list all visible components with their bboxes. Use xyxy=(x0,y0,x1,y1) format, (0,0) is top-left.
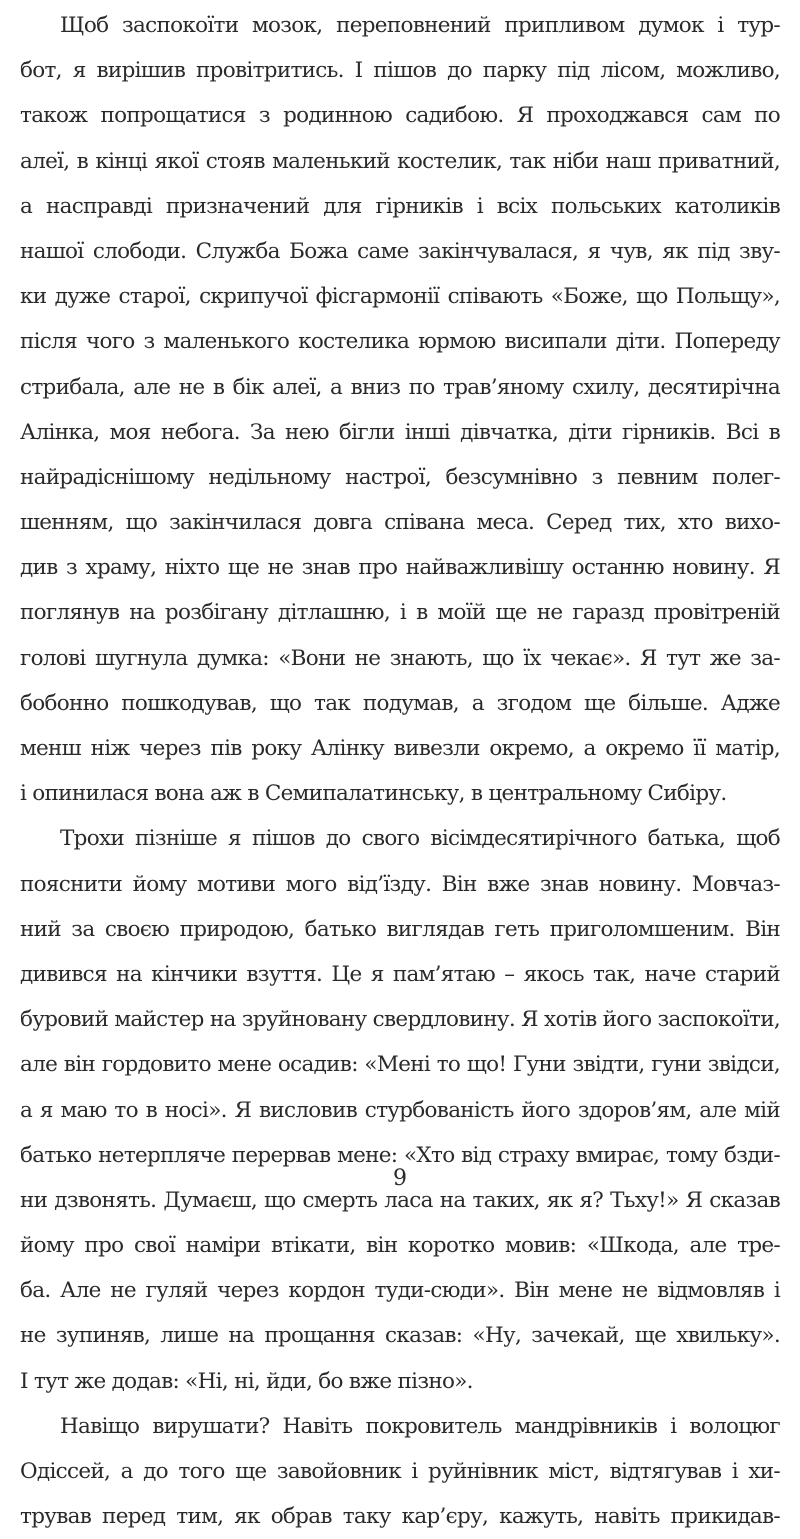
text-line: а я маю то в носі». Я висловив стурбованість його здоров’ям, але мій xyxy=(20,1097,780,1123)
text-line: не зупиняв, лише на прощання сказав: «Ну, зачекай, ще хвильку». xyxy=(20,1323,780,1349)
paragraph-1 xyxy=(20,3,780,816)
text-line: поглянув на розбігану дітлашню, і в моїй ще не гаразд провітреній xyxy=(20,600,780,626)
text-line: Щоб заспокоїти мозок, переповнений припливом думок і тур- xyxy=(60,13,780,38)
text-line: нашої слободи. Служба Божа саме закінчувалася, я чув, як під зву- xyxy=(20,238,780,264)
text-line: також попрощатися з родинною садибою. Я проходжався сам по xyxy=(20,103,780,129)
text-line: дивився на кінчики взуття. Це я пам’ятаю – якось так, наче старий xyxy=(20,961,780,987)
text-line: шенням, що закінчилася довга співана меса. Серед тих, хто вихо- xyxy=(20,510,780,536)
text-line: бот, я вирішив провітритись. І пішов до парку під лісом, можливо, xyxy=(20,58,780,84)
text-line: Одіссей, а до того ще завойовник і руйнівник міст, відтягував і хи- xyxy=(20,1459,780,1484)
book-page xyxy=(20,0,780,1530)
text-line: йому про свої наміри втікати, він коротко мовив: «Шкода, але тре- xyxy=(20,1233,780,1259)
text-line: після чого з маленького костелика юрмою висипали діти. Попереду xyxy=(20,329,780,355)
text-line: голові шугнула думка: «Вони не знають, що їх чекає». Я тут же за- xyxy=(20,645,780,671)
text-line: буровий майстер на зруйновану свердловину. Я хотів його заспокоїти, xyxy=(20,1007,780,1033)
text-line: І тут же додав: «Ні, ні, йди, бо вже пізно». xyxy=(20,1368,473,1394)
text-line: ба. Але не гуляй через кордон туди-сюди». Він мене не відмовляв і xyxy=(20,1278,780,1304)
text-line: бобонно пошкодував, що так подумав, а згодом ще більше. Адже xyxy=(20,690,780,716)
text-line: найрадіснішому недільному настрої, безсумнівно з певним полег- xyxy=(20,464,780,490)
paragraph-2 xyxy=(20,816,780,1403)
text-line: і опинилася вона аж в Семипалатинську, в центральному Сибіру. xyxy=(20,781,727,807)
text-line: Трохи пізніше я пішов до свого вісімдесятирічного батька, щоб xyxy=(60,826,780,852)
text-line: але він гордовито мене осадив: «Мені то що! Гуни звідти, гуни звідси, xyxy=(20,1052,780,1078)
text-line: Алінка, моя небога. За нею бігли інші дівчатка, діти гірників. Всі в xyxy=(20,419,780,445)
page-number: 9 xyxy=(393,1166,407,1191)
text-line: ки дуже старої, скрипучої фісгармонії співають «Боже, що Польщу», xyxy=(20,284,780,310)
paragraph-3 xyxy=(20,1404,780,1539)
text-line: Навіщо вирушати? Навіть покровитель мандрівників і волоцюг xyxy=(60,1413,780,1439)
text-line: ни дзвонять. Думаєш, що смерть ласа на таких, як я? Тьху!» Я сказав xyxy=(20,1187,780,1213)
text-line: пояснити йому мотиви мого від’їзду. Він вже знав новину. Мовчаз- xyxy=(20,871,780,897)
text-line: а насправді призначений для гірників і всіх польських католиків xyxy=(20,193,780,219)
text-line: менш ніж через пів року Алінку вивезли окремо, а окремо її матір, xyxy=(20,736,780,761)
text-line: алеї, в кінці якої стояв маленький костелик, так ніби наш приватний, xyxy=(20,148,780,174)
text-line: ний за своєю природою, батько виглядав геть приголомшеним. Він xyxy=(20,916,780,942)
text-line: див з храму, ніхто ще не знав про найважливішу останню новину. Я xyxy=(20,555,780,581)
text-line: трував перед тим, як обрав таку кар’єру, кажуть, навіть прикидав- xyxy=(20,1504,780,1530)
text-line: стрибала, але не в бік алеї, а вниз по трав’яному схилу, десятирічна xyxy=(20,374,780,400)
text-line: батько нетерпляче перервав мене: «Хто від страху вмирає, тому бзди- xyxy=(20,1142,780,1168)
